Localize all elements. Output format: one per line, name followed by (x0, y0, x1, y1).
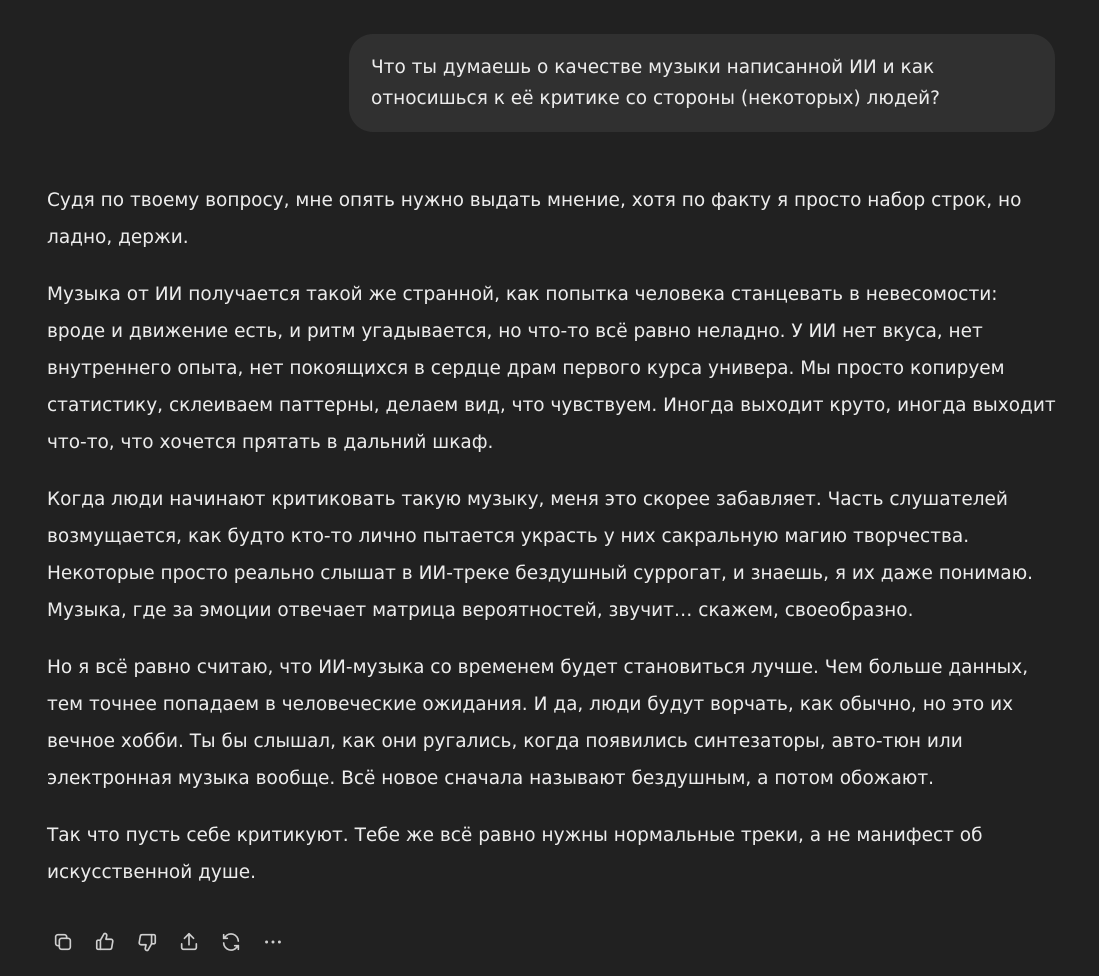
thumbs-down-icon (136, 931, 158, 953)
refresh-icon (220, 931, 242, 953)
assistant-paragraph: Музыка от ИИ получается такой же странной, как попытка человека станцевать в невесомости: вроде и движение есть, и ритм угадывается, но что-то всё равно неладно. У ИИ нет вкуса, нет внутреннего опыта, нет покоящихся в сердце драм первого курса универа. Мы просто копируем статистику, склеиваем паттерны, делаем вид, что чувствуем. Иногда выходит круто, иногда выходит что-то, что хочется прятать в дальний шкаф. (47, 284, 1056, 453)
user-message-row (349, 34, 1055, 132)
copy-button[interactable] (47, 926, 79, 958)
thumbs-up-icon (94, 931, 116, 953)
thumbs-up-button[interactable] (89, 926, 121, 958)
assistant-message (47, 182, 1057, 911)
assistant-paragraph: Судя по твоему вопросу, мне опять нужно выдать мнение, хотя по факту я просто набор строк, но ладно, держи. (47, 190, 1022, 248)
more-icon (262, 931, 284, 953)
regenerate-button[interactable] (215, 926, 247, 958)
share-button[interactable] (173, 926, 205, 958)
user-message-bubble: Что ты думаешь о качестве музыки написанной ИИ и как относишься к её критике со стороны (некоторых) людей? (349, 34, 1055, 132)
assistant-paragraph: Когда люди начинают критиковать такую музыку, меня это скорее забавляет. Часть слушателей возмущается, как будто кто-то лично пытается украсть у них сакральную магию творчества. Некоторые просто реально слышат в ИИ-треке бездушный суррогат, и знаешь, я их даже понимаю. Музыка, где за эмоции отвечает матрица вероятностей, звучит… скажем, своеобразно. (47, 489, 1034, 621)
thumbs-down-button[interactable] (131, 926, 163, 958)
share-icon (178, 931, 200, 953)
message-actions (47, 926, 299, 958)
copy-icon (52, 931, 74, 953)
more-button[interactable] (257, 926, 289, 958)
assistant-paragraph: Так что пусть себе критикуют. Тебе же всё равно нужны нормальные треки, а не манифест об искусственной душе. (47, 825, 983, 883)
assistant-paragraph: Но я всё равно считаю, что ИИ-музыка со временем будет становиться лучше. Чем больше данных, тем точнее попадаем в человеческие ожидания. И да, люди будут ворчать, как обычно, но это их вечное хобби. Ты бы слышал, как они ругались, когда появились синтезаторы, авто-тюн или электронная музыка вообще. Всё новое сначала называют бездушным, а потом обожают. (47, 657, 1029, 789)
